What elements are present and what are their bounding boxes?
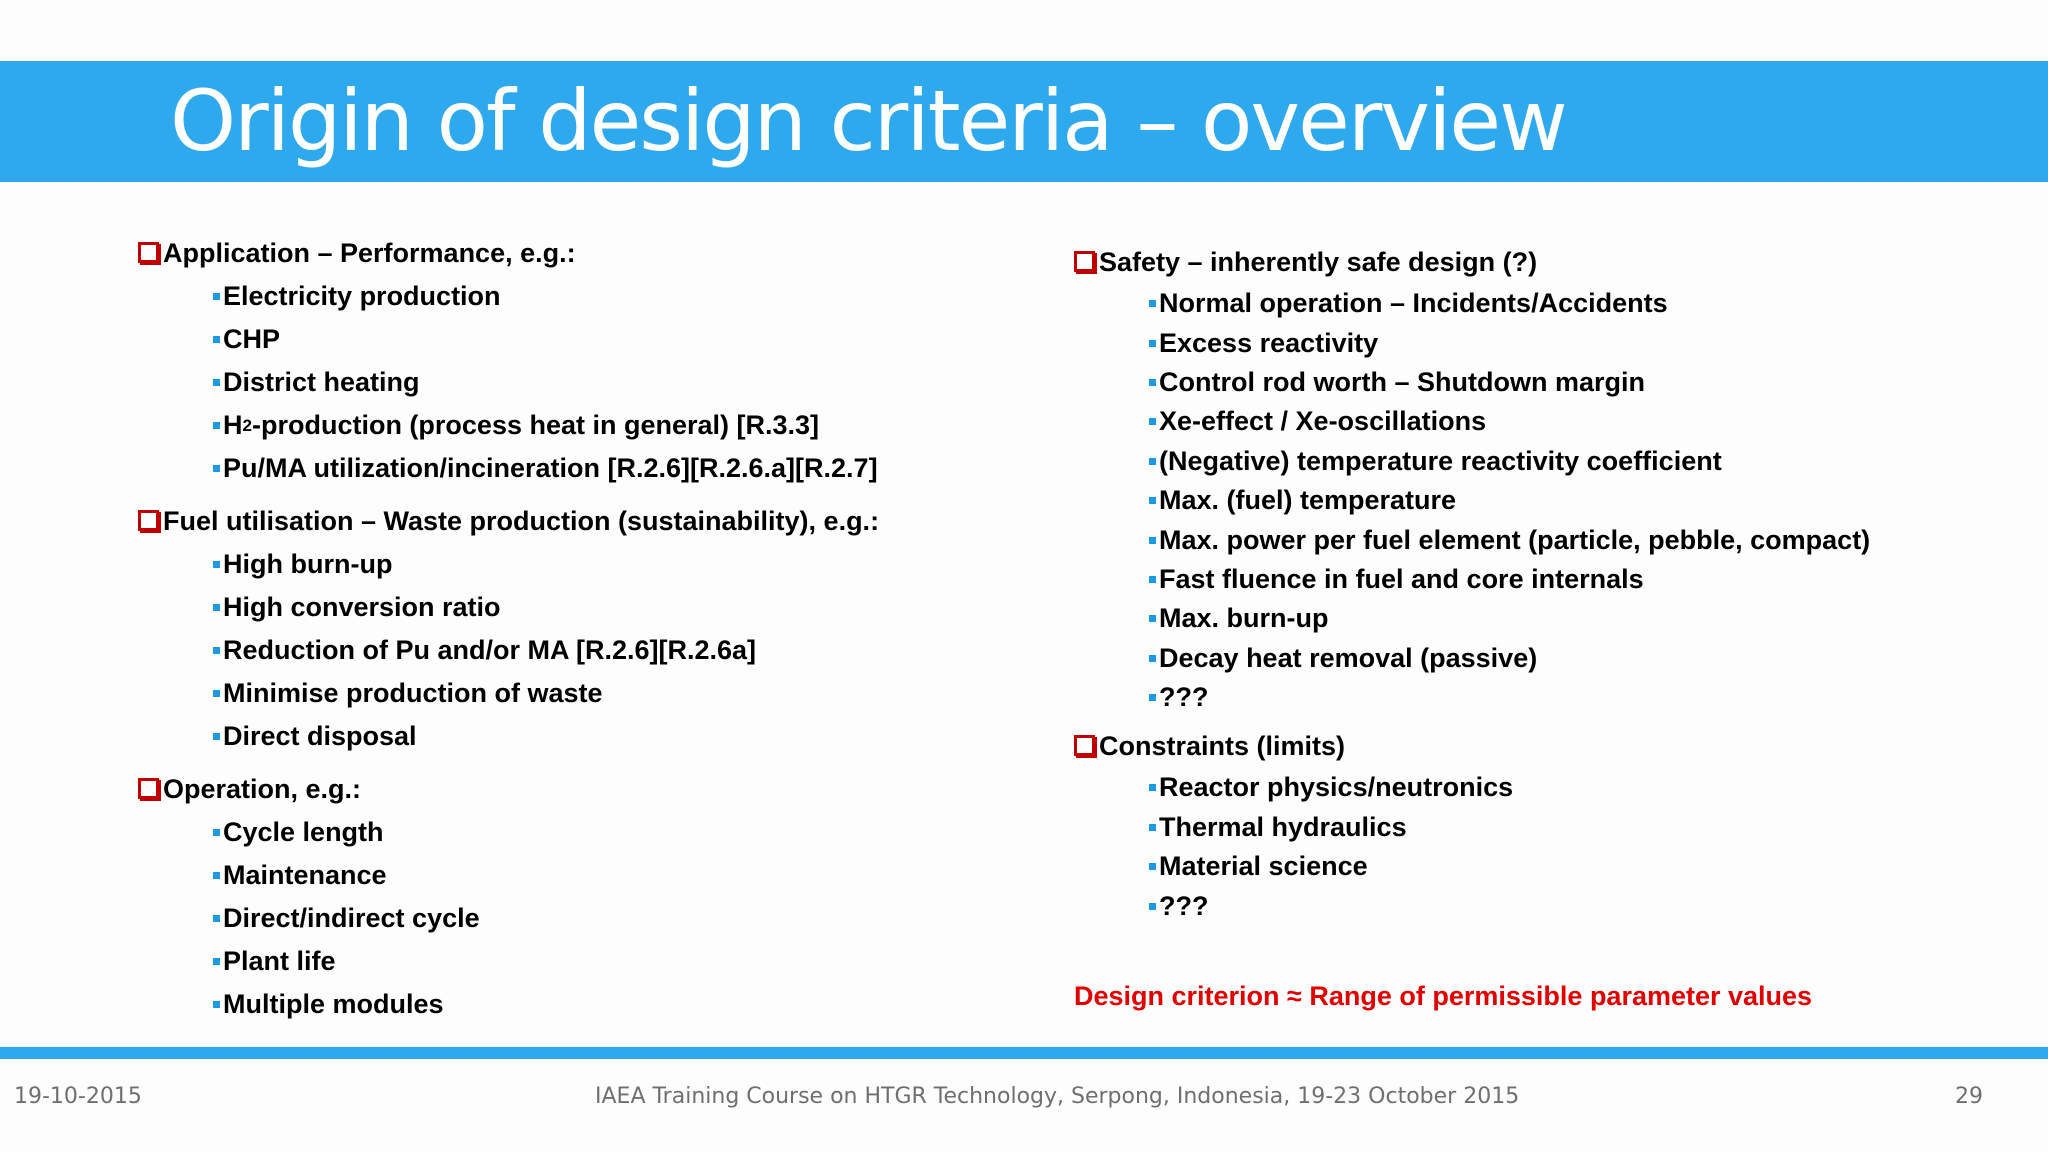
list-item — [213, 715, 879, 758]
item-text: High conversion ratio — [223, 592, 501, 622]
list-item — [1149, 402, 1870, 441]
checkbox-icon — [138, 778, 159, 799]
bullet-icon — [1149, 537, 1156, 544]
heading-text: Safety – inherently safe design (?) — [1099, 247, 1538, 277]
section-heading — [138, 768, 879, 811]
item-text: Thermal hydraulics — [1159, 811, 1407, 842]
bullet-icon — [1149, 458, 1156, 465]
list-item — [213, 318, 879, 361]
item-text: ??? — [1159, 890, 1209, 921]
item-text: Direct disposal — [223, 721, 417, 751]
list-item — [1149, 808, 1870, 847]
list-item — [213, 543, 879, 586]
item-text: Decay heat removal (passive) — [1159, 642, 1538, 673]
section-heading — [138, 500, 879, 543]
list-item — [1149, 284, 1870, 323]
page-number: 29 — [1955, 1084, 1983, 1109]
section-safety — [1074, 241, 1870, 717]
bullet-icon — [1149, 824, 1156, 831]
item-text: Reactor physics/neutronics — [1159, 772, 1514, 803]
list-item — [1149, 363, 1870, 402]
bullet-icon — [1149, 300, 1156, 307]
list-item — [1149, 599, 1870, 638]
bullet-icon — [213, 465, 220, 472]
bullet-icon — [213, 1001, 220, 1008]
bullet-icon — [1149, 497, 1156, 504]
item-text: Pu/MA utilization/incineration [R.2.6][R.2.6.a][R.2.7] — [223, 453, 878, 483]
item-text: ??? — [1159, 682, 1209, 713]
section-heading — [1074, 241, 1870, 284]
bullet-icon — [213, 604, 220, 611]
section-operation — [138, 768, 879, 1026]
item-text: Material science — [1159, 851, 1368, 882]
item-text: Fast fluence in fuel and core internals — [1159, 563, 1644, 594]
list-item — [213, 629, 879, 672]
bullet-icon — [213, 690, 220, 697]
bullet-icon — [1149, 379, 1156, 386]
right-column — [1074, 241, 1870, 926]
checkbox-icon — [1074, 251, 1095, 272]
list-item — [1149, 520, 1870, 559]
bullet-icon — [1149, 784, 1156, 791]
item-text: Cycle length — [223, 817, 384, 847]
list-item — [1149, 678, 1870, 717]
list-item — [213, 672, 879, 715]
bullet-icon — [213, 379, 220, 386]
list-item — [213, 447, 879, 490]
bullet-icon — [1149, 655, 1156, 662]
bullet-icon — [1149, 615, 1156, 622]
list-item — [213, 897, 879, 940]
list-item — [1149, 886, 1870, 925]
left-column — [138, 232, 879, 1026]
item-text: Control rod worth – Shutdown margin — [1159, 366, 1645, 397]
footer-course: IAEA Training Course on HTGR Technology, Serpong, Indonesia, 19-23 October 2015 — [595, 1084, 1520, 1109]
h2-prefix: H — [223, 410, 243, 440]
bullet-icon — [213, 915, 220, 922]
bullet-icon — [1149, 418, 1156, 425]
bullet-icon — [213, 561, 220, 568]
bullet-icon — [213, 293, 220, 300]
section-application — [138, 232, 879, 490]
heading-text: Fuel utilisation – Waste production (sustainability), e.g.: — [163, 506, 880, 536]
item-text: District heating — [223, 367, 420, 397]
bullet-icon — [1149, 576, 1156, 583]
bullet-icon — [213, 647, 220, 654]
checkbox-icon — [138, 242, 159, 263]
item-text: Minimise production of waste — [223, 678, 603, 708]
heading-text: Operation, e.g.: — [163, 774, 362, 804]
list-item — [1149, 481, 1870, 520]
item-text: Electricity production — [223, 281, 501, 311]
bullet-icon — [1149, 863, 1156, 870]
bullet-icon — [1149, 694, 1156, 701]
section-fuel-utilisation — [138, 500, 879, 758]
bullet-icon — [1149, 903, 1156, 910]
design-criterion-note: Design criterion ≈ Range of permissible parameter values — [1074, 981, 1813, 1011]
list-item — [1149, 323, 1870, 362]
bullet-icon — [213, 422, 220, 429]
item-text: High burn-up — [223, 549, 393, 579]
item-text: Max. burn-up — [1159, 603, 1329, 634]
checkbox-icon — [1074, 735, 1095, 756]
list-item — [1149, 560, 1870, 599]
list-item — [213, 811, 879, 854]
bullet-icon — [1149, 340, 1156, 347]
list-item — [1149, 639, 1870, 678]
item-text: Xe-effect / Xe-oscillations — [1159, 406, 1487, 437]
item-text: Direct/indirect cycle — [223, 903, 480, 933]
checkbox-icon — [138, 510, 159, 531]
list-item — [213, 586, 879, 629]
item-text: Reduction of Pu and/or MA [R.2.6][R.2.6a] — [223, 635, 757, 665]
item-text: -production (process heat in general) [R.3.3] — [251, 410, 820, 440]
section-constraints — [1074, 725, 1870, 926]
heading-text: Application – Performance, e.g.: — [163, 238, 576, 268]
list-item — [213, 940, 879, 983]
slide-title: Origin of design criteria – overview — [170, 72, 1566, 170]
list-item: H 2 -production (process heat in general) [R.3.3] — [213, 404, 879, 447]
list-item — [1149, 442, 1870, 481]
footer-date: 19-10-2015 — [14, 1084, 142, 1109]
item-text: Plant life — [223, 946, 336, 976]
item-text: Max. power per fuel element (particle, pebble, compact) — [1159, 524, 1871, 555]
item-text: CHP — [223, 324, 281, 354]
bullet-icon — [213, 872, 220, 879]
bullet-icon — [213, 829, 220, 836]
heading-text: Constraints (limits) — [1099, 731, 1346, 762]
bullet-icon — [213, 733, 220, 740]
bullet-icon — [213, 958, 220, 965]
list-item — [213, 275, 879, 318]
list-item — [213, 361, 879, 404]
list-item — [1149, 768, 1870, 807]
list-item — [213, 983, 879, 1026]
footer-bar — [0, 1047, 2048, 1059]
bullet-icon — [213, 336, 220, 343]
list-item — [213, 854, 879, 897]
section-heading — [1074, 725, 1870, 768]
item-text: Normal operation – Incidents/Accidents — [1159, 288, 1668, 319]
item-text: (Negative) temperature reactivity coefficient — [1159, 445, 1722, 476]
item-text: Excess reactivity — [1159, 327, 1379, 358]
item-text: Maintenance — [223, 860, 387, 890]
item-text: Max. (fuel) temperature — [1159, 485, 1457, 516]
item-text: Multiple modules — [223, 989, 444, 1019]
list-item — [1149, 847, 1870, 886]
section-heading — [138, 232, 879, 275]
